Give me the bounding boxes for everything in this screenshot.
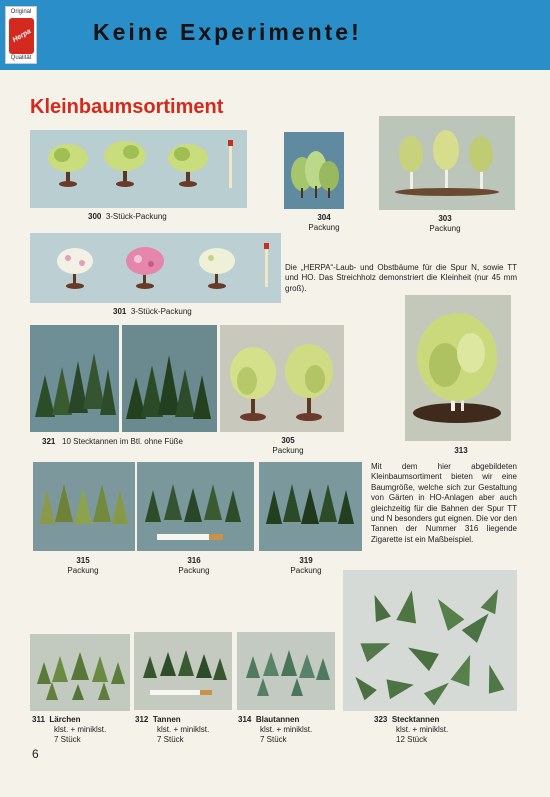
section-title: Kleinbaumsortiment <box>30 96 224 118</box>
caption-304-text: Packung <box>308 223 340 232</box>
caption-312-number: 312 <box>135 715 149 724</box>
caption-312 <box>135 715 209 745</box>
photo-323 <box>343 570 517 711</box>
caption-300-number: 300 <box>88 212 102 221</box>
logo-top-text: Original <box>10 9 32 15</box>
caption-301-text: 3-Stück-Packung <box>130 307 192 316</box>
photo-312 <box>134 632 232 710</box>
caption-316 <box>154 556 234 576</box>
photo-304 <box>284 132 344 209</box>
caption-305-text: Packung <box>272 446 304 455</box>
caption-311-number: 311 <box>32 715 45 724</box>
caption-321-number: 321 <box>42 437 56 446</box>
caption-301 <box>113 307 192 317</box>
photo-321-left <box>30 325 119 432</box>
photo-311 <box>30 634 130 711</box>
caption-319-text: Packung <box>290 566 322 575</box>
caption-312-sub: klst. + miniklst. <box>157 725 210 734</box>
photo-305 <box>220 325 344 432</box>
caption-315-number: 315 <box>76 556 90 565</box>
herpa-logo <box>5 6 37 64</box>
logo-bottom-text: Qualität <box>10 55 32 61</box>
photo-319 <box>259 462 362 551</box>
caption-323 <box>374 715 448 745</box>
caption-312-qty: 7 Stück <box>157 735 184 744</box>
caption-311-sub: klst. + miniklst. <box>54 725 107 734</box>
caption-311 <box>32 715 106 745</box>
caption-300 <box>88 212 167 222</box>
caption-321-text: 10 Stecktannen im Btl. ohne Füße <box>62 437 183 446</box>
caption-305-number: 305 <box>281 436 295 445</box>
caption-303 <box>405 214 485 234</box>
caption-315-text: Packung <box>67 566 99 575</box>
caption-301-number: 301 <box>113 307 127 316</box>
photo-314 <box>237 632 335 710</box>
caption-316-text: Packung <box>178 566 210 575</box>
photo-315 <box>33 462 135 551</box>
caption-313-number: 313 <box>454 446 468 455</box>
photo-300 <box>30 130 247 208</box>
caption-314-qty: 7 Stück <box>260 735 287 744</box>
caption-303-number: 303 <box>438 214 452 223</box>
caption-323-number: 323 <box>374 715 388 724</box>
caption-314 <box>238 715 312 745</box>
caption-304-number: 304 <box>317 213 331 222</box>
caption-312-name: Tannen <box>152 715 181 724</box>
photo-321-right <box>122 325 217 432</box>
caption-303-text: Packung <box>429 224 461 233</box>
caption-311-qty: 7 Stück <box>54 735 81 744</box>
page-headline: Keine Experimente! <box>93 19 362 45</box>
photo-301 <box>30 233 281 303</box>
caption-316-number: 316 <box>187 556 201 565</box>
photo-313 <box>405 295 511 441</box>
photo-316 <box>137 462 254 551</box>
caption-319-number: 319 <box>299 556 313 565</box>
caption-313 <box>421 446 501 456</box>
caption-321 <box>42 437 183 447</box>
caption-300-text: 3-Stück-Packung <box>105 212 167 221</box>
caption-304 <box>284 213 364 233</box>
caption-314-number: 314 <box>238 715 252 724</box>
description-paragraph-1: Die „HERPA“-Laub- und Obstbäume für die Spur N, sowie TT und HO. Das Streichholz demonstriert die Kleinheit (nur 45 mm groß). <box>285 263 517 293</box>
description-paragraph-2: Mit dem hier abgebildeten Kleinbaumsortiment bieten wir eine Baumgröße, welche sich zur Gestaltung von Gärten in HO-Anlagen aber auch gleichzeitig für die Bahnen der Spur TT und N besonders gut eignen. Die vor den Tannen der Nummer 316 liegende Zigarette ist ein Maßbeispiel. <box>371 462 517 544</box>
caption-323-qty: 12 Stück <box>396 735 428 744</box>
page-number: 6 <box>32 747 39 761</box>
caption-315 <box>43 556 123 576</box>
caption-323-sub: klst. + miniklst. <box>396 725 449 734</box>
caption-305 <box>248 436 328 456</box>
caption-311-name: Lärchen <box>49 715 81 724</box>
logo-badge <box>9 18 34 54</box>
caption-314-name: Blautannen <box>255 715 300 724</box>
caption-319 <box>266 556 346 576</box>
caption-323-name: Stecktannen <box>391 715 440 724</box>
caption-314-sub: klst. + miniklst. <box>260 725 313 734</box>
logo-brand: Herpa <box>11 28 32 44</box>
photo-303 <box>379 116 515 210</box>
